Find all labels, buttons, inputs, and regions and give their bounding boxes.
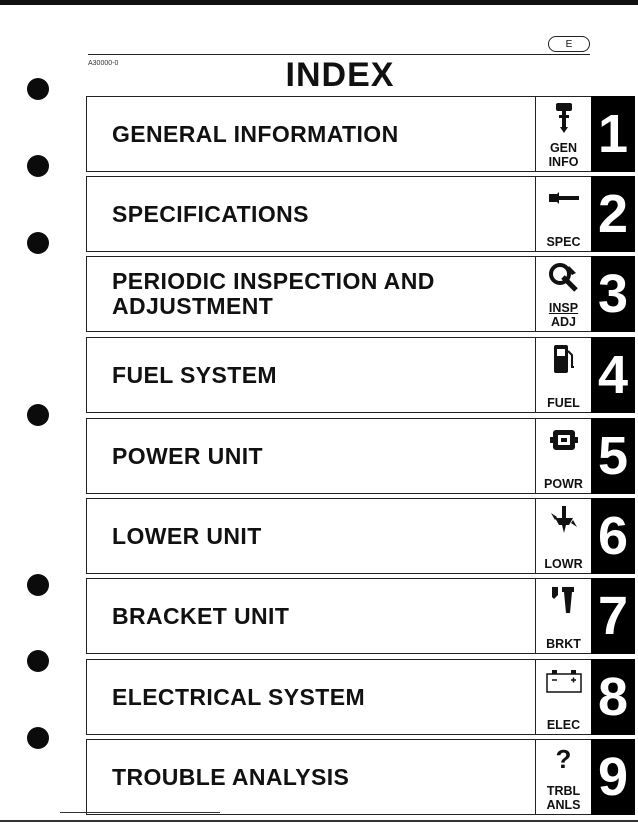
bottom-edge-rule xyxy=(0,820,638,822)
section-icon-tab xyxy=(535,739,592,815)
wrench-icon xyxy=(536,181,591,215)
battery-icon xyxy=(536,664,591,698)
section-label-box xyxy=(86,176,536,252)
section-title[interactable]: TROUBLE ANALYSIS xyxy=(112,763,350,790)
binder-hole xyxy=(27,404,49,426)
section-abbreviation: GEN INFO xyxy=(548,141,579,169)
index-section-specifications[interactable] xyxy=(86,176,635,252)
section-icon-tab xyxy=(535,659,592,735)
engine-block-icon xyxy=(536,423,591,457)
binder-hole xyxy=(27,155,49,177)
section-number-tab: 2 xyxy=(591,176,635,252)
index-section-bracket-unit[interactable] xyxy=(86,578,635,654)
section-title[interactable]: GENERAL INFORMATION xyxy=(112,120,399,147)
top-edge-bar xyxy=(0,0,638,5)
section-icon-tab xyxy=(535,337,592,413)
section-label-box xyxy=(86,578,536,654)
language-badge-text: E xyxy=(565,38,573,50)
section-abbreviation: SPEC xyxy=(546,235,581,249)
binder-hole xyxy=(27,650,49,672)
section-number-tab: 6 xyxy=(591,498,635,574)
section-abbreviation: FUEL xyxy=(547,396,580,410)
section-label-box xyxy=(86,739,536,815)
section-title[interactable]: SPECIFICATIONS xyxy=(112,200,309,227)
section-number-tab: 3 xyxy=(591,256,635,332)
page-title: INDEX xyxy=(285,56,395,94)
section-abbreviation: LOWR xyxy=(544,557,583,571)
section-title[interactable]: FUEL SYSTEM xyxy=(112,361,277,388)
section-abbreviation: INSP ADJ xyxy=(548,301,579,329)
index-section-general-information[interactable] xyxy=(86,96,635,172)
question-mark-icon: ? xyxy=(555,743,572,774)
index-section-lower-unit[interactable] xyxy=(86,498,635,574)
fuel-pump-icon xyxy=(536,342,591,376)
binder-hole xyxy=(27,574,49,596)
section-label-box xyxy=(86,256,536,332)
section-label-box xyxy=(86,498,536,574)
section-label-box xyxy=(86,659,536,735)
section-label-box xyxy=(86,418,536,494)
index-section-power-unit[interactable] xyxy=(86,418,635,494)
section-icon-tab xyxy=(535,578,592,654)
index-section-trouble-analysis[interactable] xyxy=(86,739,635,815)
section-icon-tab xyxy=(535,176,592,252)
section-abbreviation: TRBL ANLS xyxy=(546,784,581,812)
section-title[interactable]: LOWER UNIT xyxy=(112,522,262,549)
section-title[interactable]: POWER UNIT xyxy=(112,442,263,469)
document-code: A30000-0 xyxy=(88,60,119,67)
bottom-stub-rule xyxy=(60,812,220,813)
section-icon-tab xyxy=(535,96,592,172)
section-number-tab: 5 xyxy=(591,418,635,494)
section-number-tab: 7 xyxy=(591,578,635,654)
section-abbreviation: ELEC xyxy=(546,718,581,732)
language-badge xyxy=(548,36,590,52)
outboard-motor-icon xyxy=(536,101,591,135)
section-icon-tab xyxy=(535,256,592,332)
binder-hole xyxy=(27,727,49,749)
section-title[interactable]: PERIODIC INSPECTION AND ADJUSTMENT xyxy=(112,268,435,319)
section-label-box xyxy=(86,337,536,413)
index-section-electrical-system[interactable] xyxy=(86,659,635,735)
section-number-tab: 4 xyxy=(591,337,635,413)
section-number-tab: 9 xyxy=(591,739,635,815)
index-section-fuel-system[interactable] xyxy=(86,337,635,413)
section-number-tab: 1 xyxy=(591,96,635,172)
index-section-periodic-inspection[interactable] xyxy=(86,256,635,332)
section-icon-tab xyxy=(535,418,592,494)
section-title[interactable]: ELECTRICAL SYSTEM xyxy=(112,683,366,710)
inspection-tools-icon xyxy=(536,261,591,295)
bracket-clamp-icon xyxy=(536,583,591,617)
binder-hole xyxy=(27,232,49,254)
section-number-tab: 8 xyxy=(591,659,635,735)
section-abbreviation: BRKT xyxy=(546,637,581,651)
propeller-gearcase-icon xyxy=(536,503,591,537)
section-label-box xyxy=(86,96,536,172)
section-title[interactable]: BRACKET UNIT xyxy=(112,602,290,629)
section-abbreviation: POWR xyxy=(544,477,583,491)
header-rule xyxy=(88,54,590,55)
section-icon-tab xyxy=(535,498,592,574)
